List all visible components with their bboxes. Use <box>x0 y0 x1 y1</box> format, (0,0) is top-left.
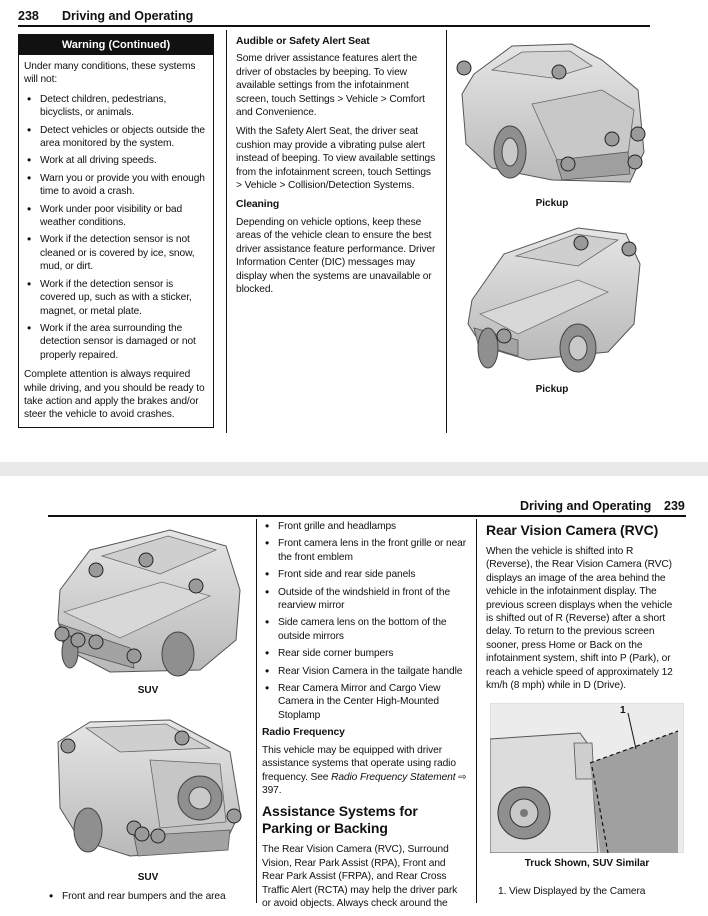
figure-caption: SUV <box>137 872 159 883</box>
column-divider <box>256 519 257 903</box>
list-item: • Rear Camera Mirror and Cargo View Camera in the Center High-Mounted Stoplamp <box>262 682 468 722</box>
radio-statement-link[interactable]: Radio Frequency Statement <box>331 771 456 783</box>
running-header: Driving and Operating <box>520 499 652 513</box>
sensor-marker <box>61 739 75 753</box>
list-item: • Front camera lens in the front grille or near the front emblem <box>262 537 468 564</box>
list-item: • Work if the area surrounding the detection sensor is damaged or not properly repaired. <box>24 322 207 362</box>
sensor-marker <box>151 829 165 843</box>
sensor-marker <box>71 633 85 647</box>
sensor-marker <box>127 649 141 663</box>
sensor-marker <box>175 731 189 745</box>
sensor-marker <box>189 579 203 593</box>
page1-middle-column <box>236 32 438 302</box>
list-item: • Detect vehicles or objects outside the area monitored by the system. <box>24 124 207 151</box>
header-rule <box>48 515 686 517</box>
cleaning-paragraph: Depending on vehicle options, keep these areas of the vehicle clean to ensure the best driver assistance feature performance. Driver Information Center (DIC) messages may display when the systems are unavailable or blocked. <box>236 216 436 295</box>
sensor-marker <box>561 157 575 171</box>
bottom-bullet <box>46 890 246 907</box>
alert-paragraph-2: With the Safety Alert Seat, the driver seat cushion may provide a vibrating pulse alert instead of beeping. To view available settings from the infotainment screen, touch Settings > Vehicle > Collision/Detection Systems. <box>236 126 436 192</box>
alert-heading: Audible or Safety Alert Seat <box>236 36 370 47</box>
list-item: • Rear side corner bumpers <box>262 647 468 660</box>
page-number: 238 <box>18 9 39 23</box>
sensor-marker <box>139 553 153 567</box>
figure-caption: Pickup <box>535 198 569 209</box>
list-item: • Work if the detection sensor is covered up, such as with a sticker, magnet, or metal plate. <box>24 278 207 318</box>
sensor-marker <box>89 563 103 577</box>
sensor-marker <box>135 827 149 841</box>
sensor-marker <box>574 236 588 250</box>
sensor-marker <box>227 809 241 823</box>
assistance-paragraph: The Rear Vision Camera (RVC), Surround Vision, Rear Park Assist (RPA), Front and Rear Park Assist (FRPA), and Rear Cross Traffic Alert (RCTA) may help the driver park or avoid objects. Always check around the <box>262 844 458 909</box>
column-divider <box>446 30 447 433</box>
sensor-marker <box>622 242 636 256</box>
warning-title: Warning (Continued) <box>19 35 213 55</box>
sensor-marker <box>552 65 566 79</box>
pickup-front-illustration <box>458 220 648 378</box>
running-header: Driving and Operating <box>62 9 194 23</box>
warning-intro: Under many conditions, these systems will not: <box>24 61 196 86</box>
rear-camera-diagram <box>490 703 684 853</box>
page-number: 239 <box>664 499 685 513</box>
list-item: • Detect children, pedestrians, bicyclists, or animals. <box>24 93 207 120</box>
radio-paragraph: This vehicle may be equipped with driver assistance systems that operate using radio frequency. See Radio Frequency Statement ⇨ 397. <box>262 744 467 796</box>
callout-label: 1 <box>620 705 626 716</box>
list-item: • Front grille and headlamps <box>262 520 468 533</box>
list-item: • Side camera lens on the bottom of the outside mirrors <box>262 616 468 643</box>
list-item: • Work under poor visibility or bad weather conditions. <box>24 203 207 230</box>
radio-heading: Radio Frequency <box>262 727 345 739</box>
cleaning-list <box>262 520 468 722</box>
sensor-marker <box>497 329 511 343</box>
column-divider <box>226 30 227 433</box>
figure-caption: SUV <box>137 685 159 696</box>
header-rule <box>18 25 650 27</box>
page2-middle-column <box>262 520 468 916</box>
suv-front-illustration <box>50 520 246 680</box>
page-gap <box>0 462 708 476</box>
assistance-heading: Assistance Systems for Parking or Backing <box>262 803 418 837</box>
sensor-marker <box>628 155 642 169</box>
list-item: • Rear Vision Camera in the tailgate handle <box>262 665 468 678</box>
sensor-marker <box>605 132 619 146</box>
suv-rear-illustration <box>50 712 246 862</box>
sensor-marker <box>89 635 103 649</box>
warning-list <box>24 93 207 362</box>
list-item: • Work if the detection sensor is not cleaned or is covered by ice, snow, mud, or dirt. <box>24 233 207 273</box>
rvc-paragraph: When the vehicle is shifted into R (Reverse), the Rear Vision Camera (RVC) displays an image of the area behind the vehicle in the infotainment display. The previous screen displays when the vehicle is shifted out of R (Reverse) after a short delay. To return to the previous screen sooner, press Home or Back on the infotainment system, shift into P (Park), or reach a vehicle speed of approximately 12 km/h (8 mph) while in D (Drive). <box>486 546 673 692</box>
warning-outro: Complete attention is always required while driving, and you should be ready to take action and apply the brakes and/or steer the vehicle to avoid crashes. <box>24 369 205 421</box>
pickup-rear-illustration <box>452 34 652 196</box>
list-item: • Warn you or provide you with enough time to avoid a crash. <box>24 172 207 199</box>
figure-caption: Pickup <box>535 384 569 395</box>
figure-caption: Truck Shown, SUV Similar <box>524 858 650 869</box>
alert-paragraph-1: Some driver assistance features alert the driver of obstacles by beeping. To view available settings from the infotainment screen, touch Settings > Vehicle > Comfort and Convenience. <box>236 53 425 119</box>
list-item: • Front and rear bumpers and the area <box>46 890 246 903</box>
sensor-marker <box>55 627 69 641</box>
sensor-marker <box>457 61 471 75</box>
rvc-heading: Rear Vision Camera (RVC) <box>486 522 659 538</box>
cleaning-heading: Cleaning <box>236 199 280 211</box>
list-item: • Work at all driving speeds. <box>24 154 207 167</box>
numbered-item: 1. View Displayed by the Camera <box>498 886 646 897</box>
list-item: • Outside of the windshield in front of the rearview mirror <box>262 586 468 613</box>
sensor-marker <box>631 127 645 141</box>
column-divider <box>476 519 477 903</box>
page2-right-column <box>486 520 682 698</box>
list-item: • Front side and rear side panels <box>262 568 468 581</box>
warning-box <box>18 34 214 428</box>
